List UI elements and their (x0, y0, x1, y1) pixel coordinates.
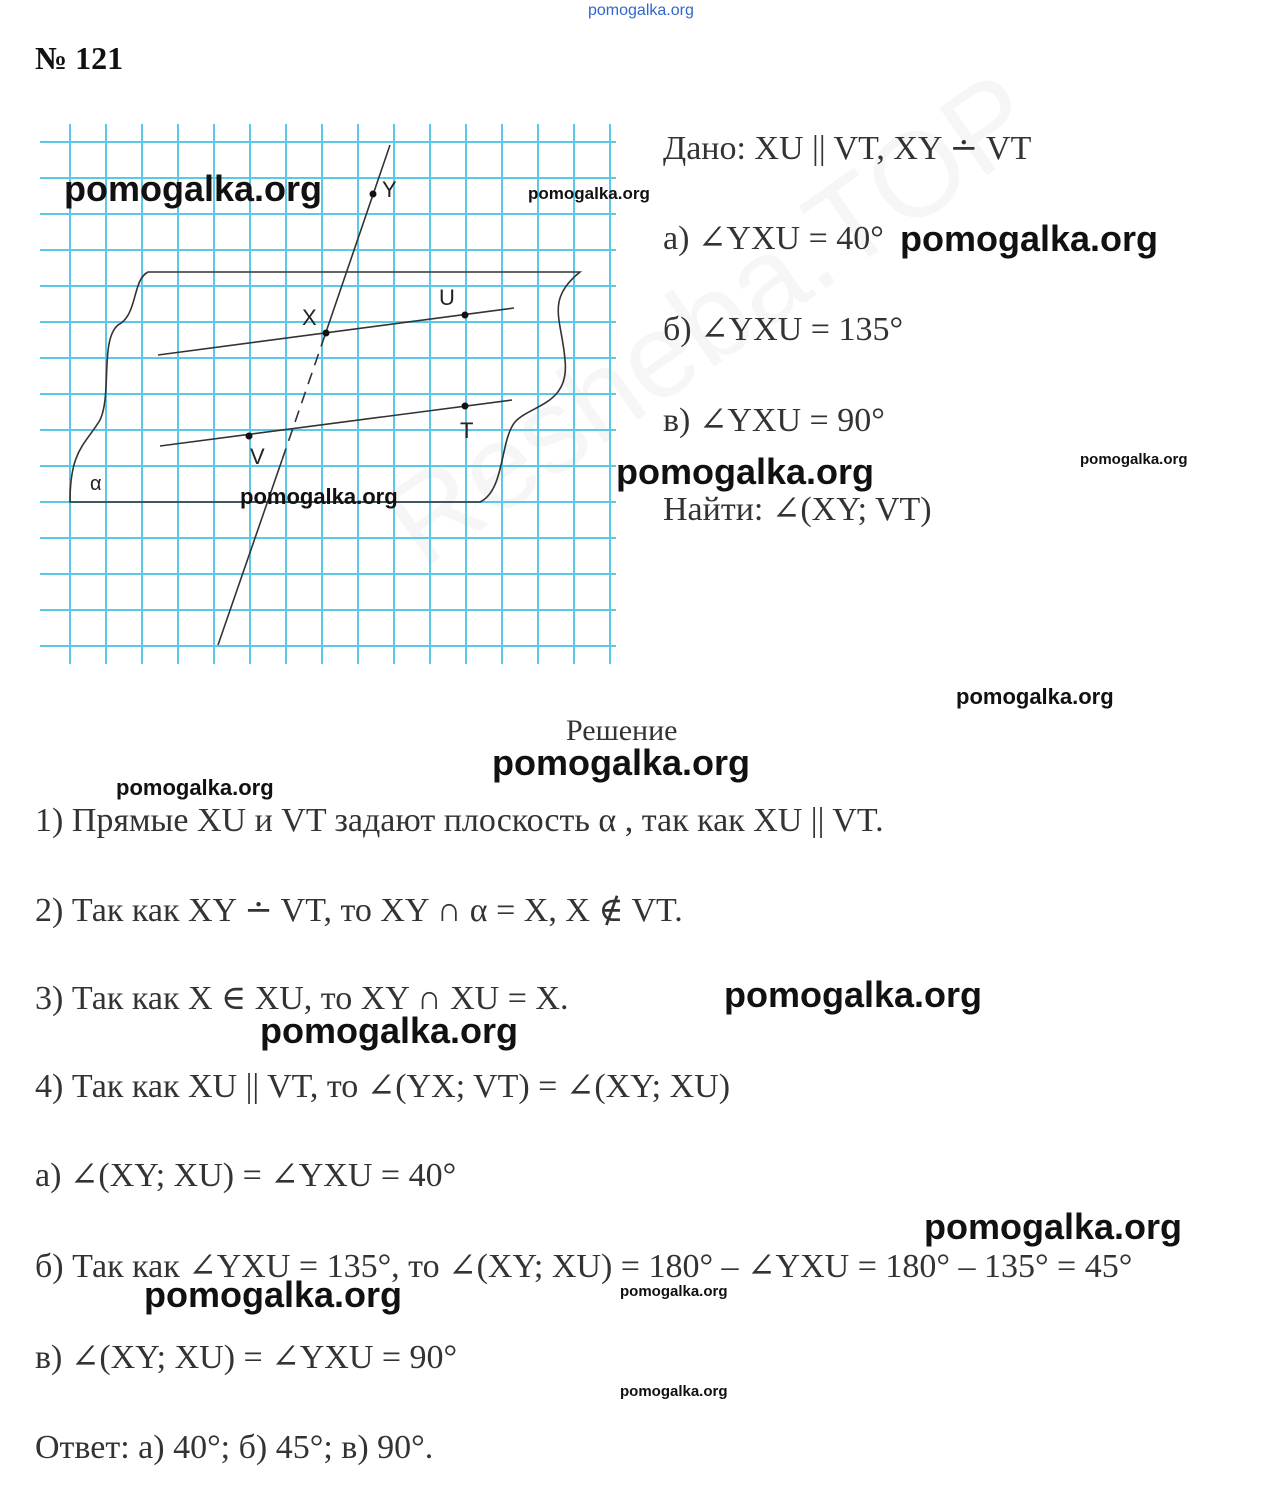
site-link-top[interactable]: pomogalka.org (588, 2, 694, 19)
watermark: pomogalka.org (528, 184, 650, 203)
given-dano: Дано: XU || VT, XY ∸ VT (663, 130, 1032, 167)
solution-line-2: 2) Так как XY ∸ VT, то XY ∩ α = X, X ∉ VT. (35, 892, 683, 929)
label-u: U (439, 285, 455, 310)
point-y (370, 191, 377, 198)
watermark: pomogalka.org (924, 1206, 1183, 1247)
watermark: pomogalka.org (492, 742, 751, 783)
watermark: pomogalka.org (616, 451, 875, 492)
watermark: pomogalka.org (620, 1283, 728, 1300)
solution-line-b: б) Так как ∠YXU = 135°, то ∠(XY; XU) = 180° – ∠YXU = 180° – 135° = 45° (35, 1248, 1133, 1285)
solution-line-v: в) ∠(XY; XU) = ∠YXU = 90° (35, 1339, 458, 1376)
watermark: pomogalka.org (956, 684, 1114, 709)
line-xu (158, 308, 514, 355)
label-t: T (460, 418, 474, 443)
point-v (246, 433, 253, 440)
label-alpha: α (90, 473, 102, 495)
point-u (462, 312, 469, 319)
label-x: X (302, 305, 317, 330)
watermark: pomogalka.org (64, 168, 323, 209)
plane-alpha-outline (70, 272, 580, 502)
watermark: pomogalka.org (724, 974, 983, 1015)
solution-line-3: 3) Так как X ∈ XU, то XY ∩ XU = X. (35, 980, 569, 1017)
given-v: в) ∠YXU = 90° (663, 402, 885, 439)
answer-line: Ответ: а) 40°; б) 45°; в) 90°. (35, 1429, 434, 1466)
line-xy-hidden (282, 335, 325, 460)
watermark: pomogalka.org (260, 1010, 519, 1051)
solution-heading: Решение (566, 714, 678, 747)
label-y: Y (382, 177, 397, 202)
watermark: pomogalka.org (144, 1274, 403, 1315)
watermark: pomogalka.org (620, 1383, 728, 1400)
solution-line-1: 1) Прямые XU и VT задают плоскость α , так как XU || VT. (35, 802, 884, 839)
given-b: б) ∠YXU = 135° (663, 311, 904, 348)
point-x (323, 330, 330, 337)
watermark: pomogalka.org (116, 775, 274, 800)
problem-number: № 121 (35, 40, 124, 76)
geometry-figure (0, 0, 640, 680)
watermark: pomogalka.org (1080, 451, 1188, 468)
label-v: V (250, 444, 265, 469)
watermark: pomogalka.org (900, 218, 1159, 259)
given-find: Найти: ∠(XY; VT) (663, 491, 932, 528)
solution-line-a: а) ∠(XY; XU) = ∠YXU = 40° (35, 1157, 457, 1194)
given-a: а) ∠YXU = 40° (663, 220, 884, 257)
point-t (462, 403, 469, 410)
watermark: pomogalka.org (240, 484, 398, 509)
solution-line-4: 4) Так как XU || VT, то ∠(YX; VT) = ∠(XY; XU) (35, 1068, 731, 1105)
